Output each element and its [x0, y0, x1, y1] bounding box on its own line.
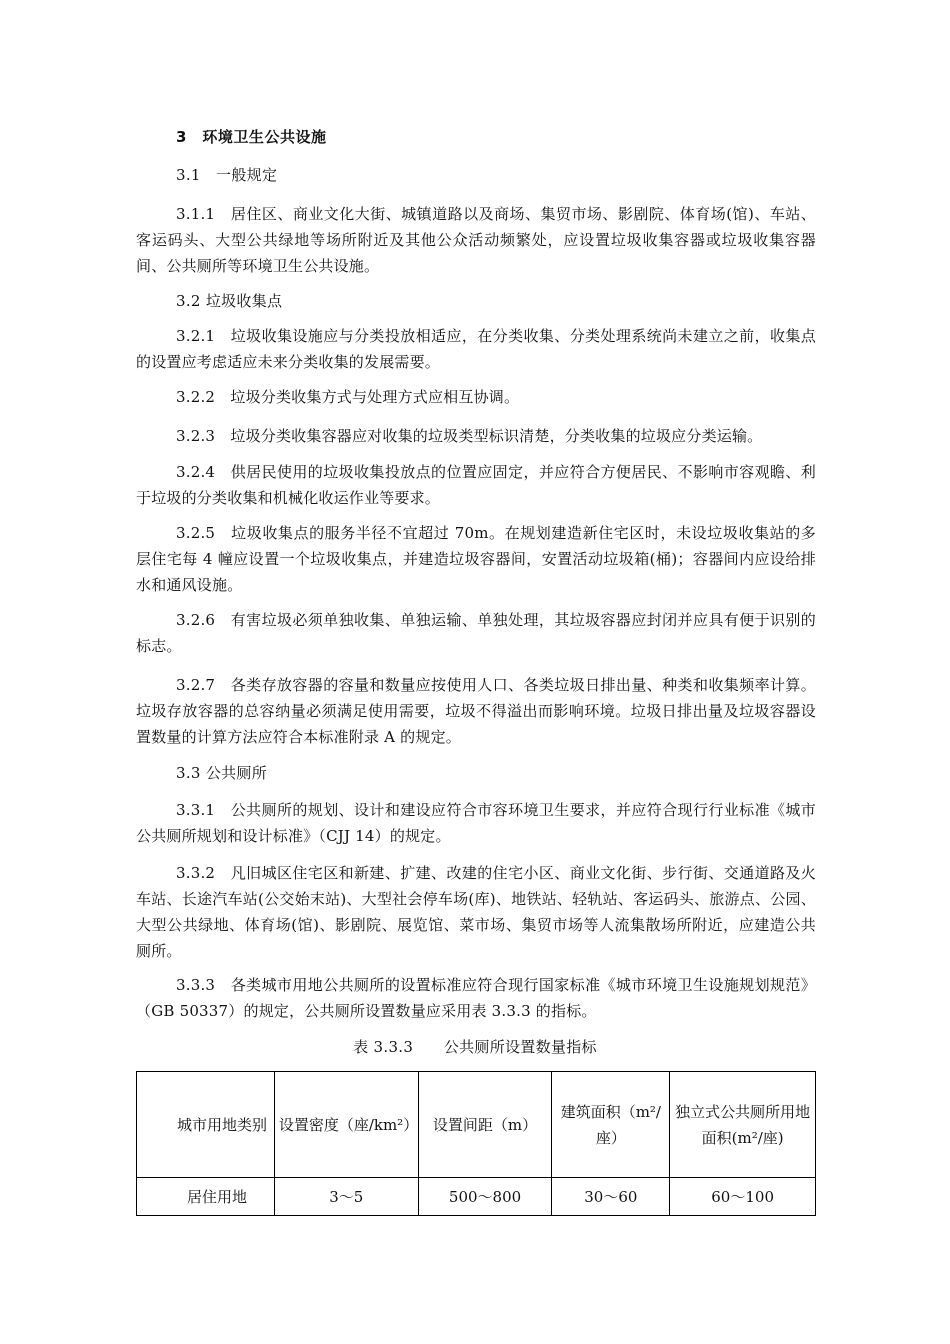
cell-density: 3～5 [274, 1178, 418, 1216]
header-building-area: 建筑面积（m²/座） [552, 1072, 670, 1178]
section-title-3-3: 3.3 公共厕所 [176, 764, 268, 782]
paragraph-3-3-1: 3.3.1 公共厕所的规划、设计和建设应符合市容环境卫生要求，并应符合现行行业标准《城市公共厕所规划和设计标准》（CJJ 14）的规定。 [136, 801, 816, 845]
paragraph-3-2-5: 3.2.5 垃圾收集点的服务半径不宜超过 70m。在规划建造新住宅区时，未设垃圾收集站的多层住宅每 4 幢应设置一个垃圾收集点，并建造垃圾容器间，安置活动垃圾箱(桶)；容器间内应设给排水和通风设施。 [136, 524, 816, 594]
cell-spacing: 500～800 [418, 1178, 552, 1216]
paragraph-3-2-6: 3.2.6 有害垃圾必须单独收集、单独运输、单独处理，其垃圾容器应封闭并应具有便于识别的标志。 [136, 611, 816, 655]
chapter-heading: 3 环境卫生公共设施 [176, 128, 327, 146]
section-title-3-1: 3.1 一般规定 [176, 166, 278, 184]
header-spacing: 设置间距（m） [418, 1072, 552, 1178]
table-row [137, 1178, 816, 1216]
section-title-3-2: 3.2 垃圾收集点 [176, 292, 283, 310]
paragraph-3-2-3: 3.2.3 垃圾分类收集容器应对收集的垃圾类型标识清楚，分类收集的垃圾应分类运输。 [176, 427, 763, 445]
header-density: 设置密度（座/km²） [274, 1072, 418, 1178]
paragraph-3-2-4: 3.2.4 供居民使用的垃圾收集投放点的位置应固定，并应符合方便居民、不影响市容观瞻、利于垃圾的分类收集和机械化收运作业等要求。 [136, 463, 816, 507]
cell-building-area: 30～60 [552, 1178, 670, 1216]
header-land-category: 城市用地类别 [137, 1072, 275, 1178]
paragraph-3-2-2: 3.2.2 垃圾分类收集方式与处理方式应相互协调。 [176, 388, 520, 406]
paragraph-3-3-3: 3.3.3 各类城市用地公共厕所的设置标准应符合现行国家标准《城市环境卫生设施规划规范》（GB 50337）的规定，公共厕所设置数量应采用表 3.3.3 的指标。 [136, 976, 816, 1020]
paragraph-3-3-2: 3.3.2 凡旧城区住宅区和新建、扩建、改建的住宅小区、商业文化街、步行街、交通道路及火车站、长途汽车站(公交始末站)、大型社会停车场(库)、地铁站、轻轨站、客运码头、旅游点、公园、大型公共绿地、体育场(馆)、影剧院、展览馆、菜市场、集贸市场等人流集散场所附近，应建造公共厕所。 [136, 864, 816, 960]
paragraph-3-2-7: 3.2.7 各类存放容器的容量和数量应按使用人口、各类垃圾日排出量、种类和收集频率计算。垃圾存放容器的总容纳量必须满足使用需要，垃圾不得溢出而影响环境。垃圾日排出量及垃圾容器设置数量的计算方法应符合本标准附录 A 的规定。 [136, 676, 816, 746]
paragraph-3-1-1: 3.1.1 居住区、商业文化大街、城镇道路以及商场、集贸市场、影剧院、体育场(馆)、车站、客运码头、大型公共绿地等场所附近及其他公众活动频繁处，应设置垃圾收集容器或垃圾收集容器间、公共厕所等环境卫生公共设施。 [136, 205, 816, 275]
toilet-index-table [136, 1071, 816, 1216]
paragraph-3-2-1: 3.2.1 垃圾收集设施应与分类投放相适应，在分类收集、分类处理系统尚未建立之前，收集点的设置应考虑适应未来分类收集的发展需要。 [136, 327, 816, 371]
table-header-row [137, 1072, 816, 1178]
cell-land-area: 60～100 [670, 1178, 816, 1216]
cell-land-category: 居住用地 [137, 1178, 275, 1216]
table-caption: 表 3.3.3 公共厕所设置数量指标 [353, 1038, 597, 1056]
header-land-area: 独立式公共厕所用地面积(m²/座) [670, 1072, 816, 1178]
